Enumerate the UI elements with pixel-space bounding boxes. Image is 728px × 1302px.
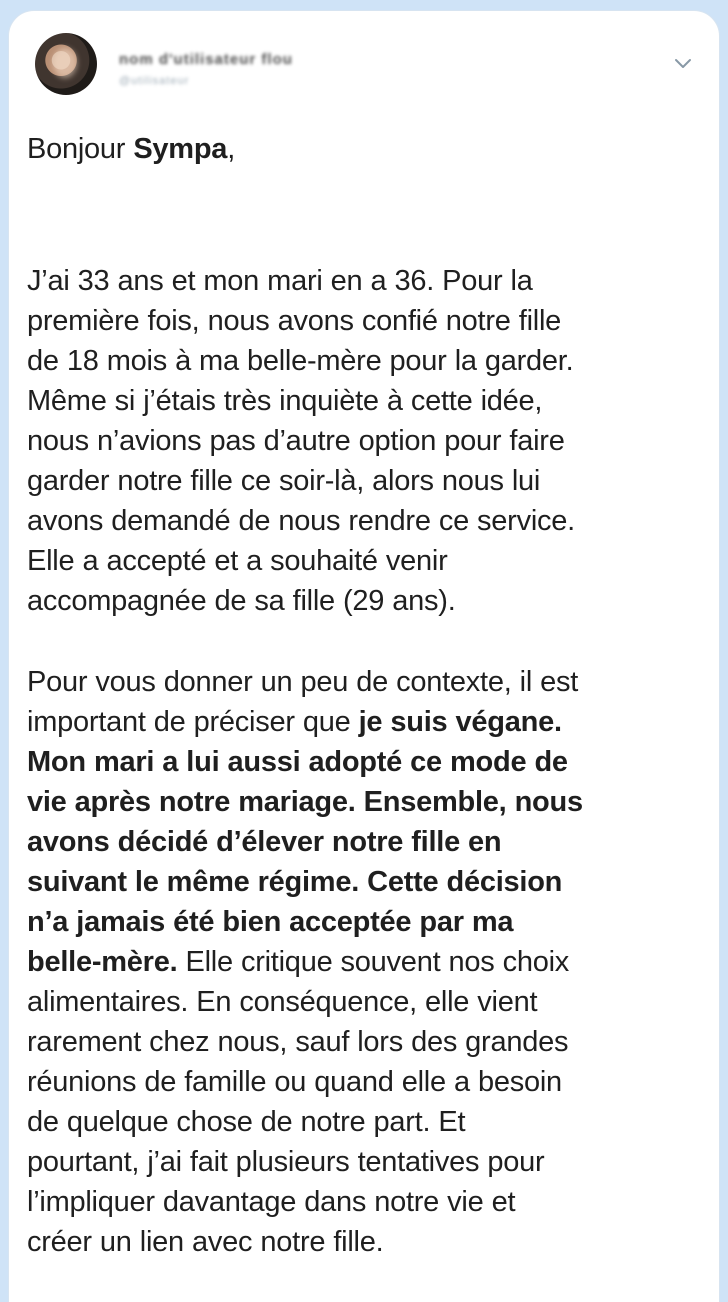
paragraph-2-bold-line: vie après notre mariage. Ensemble, nous (27, 786, 583, 818)
greeting (27, 129, 699, 169)
paragraph-2-line-mixed (27, 942, 699, 982)
paragraph-2-line: créer un lien avec notre fille. (27, 1226, 384, 1258)
paragraph-1-line: de 18 mois à ma belle-mère pour la garder. (27, 345, 574, 377)
paragraph-spacer (27, 621, 699, 662)
paragraph-2-normal-text: important de préciser que (27, 706, 359, 738)
greeting-prefix: Bonjour (27, 133, 134, 165)
greeting-suffix: , (227, 133, 235, 165)
paragraph-1-line: J’ai 33 ans et mon mari en a 36. Pour la (27, 265, 533, 297)
paragraph-2-line: réunions de famille ou quand elle a besoin (27, 1066, 562, 1098)
paragraph-1-line: Même si j’étais très inquiète à cette idée, (27, 385, 543, 417)
greeting-name: Sympa (133, 133, 228, 165)
tweet-card (8, 10, 720, 1302)
paragraph-1-line: première fois, nous avons confié notre fille (27, 305, 562, 337)
paragraph-2 (27, 662, 699, 1262)
tweet-header (33, 25, 697, 95)
paragraph-2-line: alimentaires. En conséquence, elle vient (27, 986, 538, 1018)
paragraph-2-bold-line: Mon mari a lui aussi adopté ce mode de (27, 746, 568, 778)
paragraph-1-line: Elle a accepté et a souhaité venir (27, 545, 448, 577)
paragraph-2-bold-text: belle-mère. (27, 946, 178, 978)
paragraph-2-bold-line: suivant le même régime. Cette décision (27, 866, 563, 898)
chevron-down-icon[interactable] (671, 51, 695, 75)
paragraph-2-line: l’impliquer davantage dans notre vie et (27, 1186, 516, 1218)
paragraph-2-bold-line: avons décidé d’élever notre fille en (27, 826, 502, 858)
paragraph-2-bold-line: n’a jamais été bien acceptée par ma (27, 906, 514, 938)
paragraph-2-line: de quelque chose de notre part. Et (27, 1106, 466, 1138)
paragraph-spacer (27, 169, 699, 261)
avatar[interactable] (35, 33, 97, 95)
paragraph-1-line: nous n’avions pas d’autre option pour faire (27, 425, 565, 457)
paragraph-1 (27, 261, 699, 621)
paragraph-2-line-mixed (27, 702, 699, 742)
tweet-text (27, 129, 699, 1262)
paragraph-2-line: pourtant, j’ai fait plusieurs tentatives pour (27, 1146, 545, 1178)
blurred-author-handle: @utilisateur (119, 75, 190, 87)
blurred-author-name[interactable]: nom d'utilisateur flou (119, 51, 293, 68)
paragraph-1-line: avons demandé de nous rendre ce service. (27, 505, 575, 537)
paragraph-2-line: Pour vous donner un peu de contexte, il est (27, 666, 579, 698)
paragraph-2-normal-text: Elle critique souvent nos choix (177, 946, 570, 978)
paragraph-2-line: rarement chez nous, sauf lors des grandes (27, 1026, 569, 1058)
paragraph-1-line: accompagnée de sa fille (29 ans). (27, 585, 456, 617)
paragraph-2-bold-text: je suis végane. (358, 706, 562, 738)
paragraph-1-line: garder notre fille ce soir-là, alors nous lui (27, 465, 541, 497)
